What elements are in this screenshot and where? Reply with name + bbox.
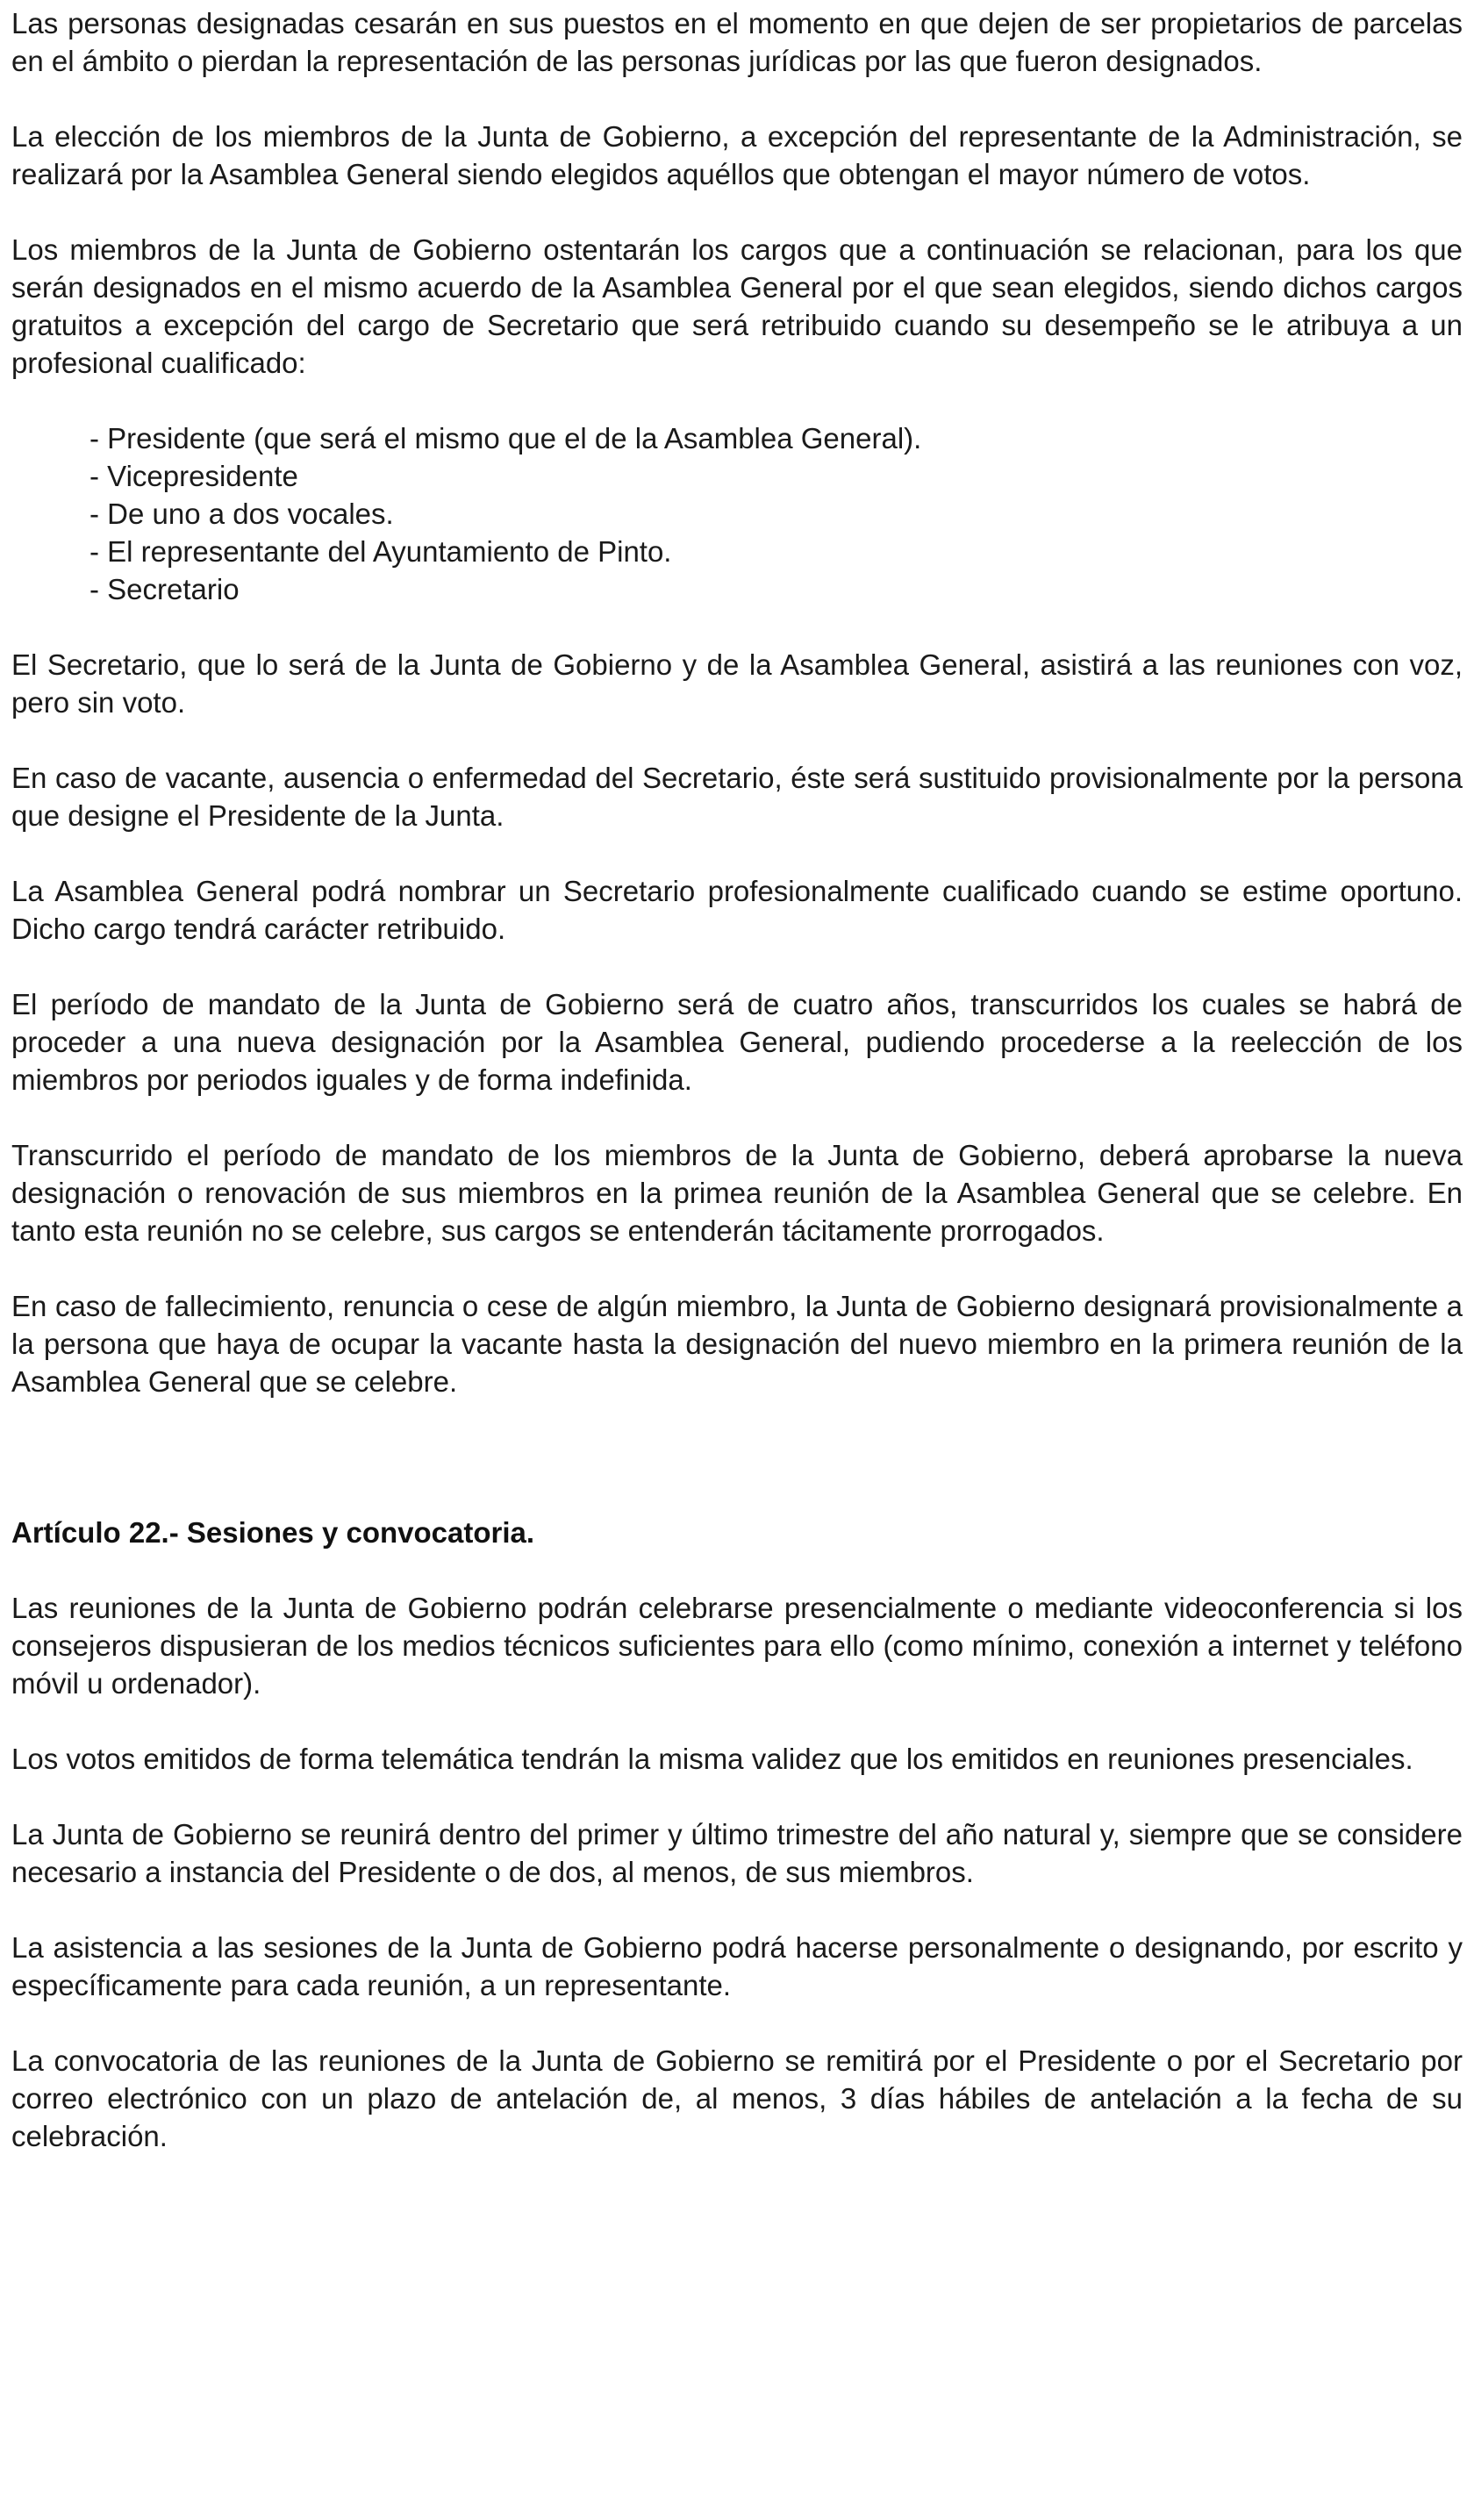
paragraph-periodo-mandato: El período de mandato de la Junta de Gobierno será de cuatro años, transcurridos los cuales se habrá de proceder a una nueva designación por la Asamblea General, pudiendo procederse a la reelección de los miembros por periodos iguales y de forma indefinida.	[11, 988, 1463, 1096]
document-page	[11, 4, 1463, 2193]
paragraph-secretario-funciones: El Secretario, que lo será de la Junta de Gobierno y de la Asamblea General, asistirá a las reuniones con voz, pero sin voto.	[11, 648, 1463, 719]
paragraph-secretario-sustitucion: En caso de vacante, ausencia o enfermedad del Secretario, éste será sustituido provisionalmente por la persona que designe el Presidente de la Junta.	[11, 762, 1463, 832]
paragraph-asistencia: La asistencia a las sesiones de la Junta de Gobierno podrá hacerse personalmente o designando, por escrito y específicamente para cada reunión, a un representante.	[11, 1931, 1463, 2001]
list-item: - Vicepresidente	[89, 460, 298, 492]
paragraph-eleccion-miembros: La elección de los miembros de la Junta de Gobierno, a excepción del representante de la Administración, se realizará por la Asamblea General siendo elegidos aquéllos que obtengan el mayor número de votos.	[11, 120, 1463, 190]
list-item: - Presidente (que será el mismo que el de la Asamblea General).	[89, 422, 922, 455]
list-item: - Secretario	[89, 573, 240, 605]
paragraph-renovacion: Transcurrido el período de mandato de los miembros de la Junta de Gobierno, deberá aprobarse la nueva designación o renovación de sus miembros en la primea reunión de la Asamblea General que se celebre. En tanto esta reunión no se celebre, sus cargos se entenderán tácitamente prorrogados.	[11, 1139, 1463, 1247]
list-item: - El representante del Ayuntamiento de Pinto.	[89, 535, 672, 568]
list-item: - De uno a dos vocales.	[89, 498, 394, 530]
paragraph-convocatoria: La convocatoria de las reuniones de la Junta de Gobierno se remitirá por el Presidente o por el Secretario por correo electrónico con un plazo de antelación de, al menos, 3 días hábiles de antelación a la fecha de su celebración.	[11, 2044, 1463, 2152]
paragraph-secretario-profesional: La Asamblea General podrá nombrar un Secretario profesionalmente cualificado cuando se estime oportuno. Dicho cargo tendrá carácter retribuido.	[11, 875, 1463, 945]
paragraph-cargos-intro: Los miembros de la Junta de Gobierno ostentarán los cargos que a continuación se relacionan, para los que serán designados en el mismo acuerdo de la Asamblea General por el que sean elegidos, siendo dichos cargos gratuitos a excepción del cargo de Secretario que será retribuido cuando su desempeño se le atribuya a un profesional cualificado:	[11, 233, 1463, 379]
paragraph-votos-telematicos: Los votos emitidos de forma telemática tendrán la misma validez que los emitidos en reuniones presenciales.	[11, 1743, 1413, 1775]
paragraph-reuniones-modalidad: Las reuniones de la Junta de Gobierno podrán celebrarse presencialmente o mediante videoconferencia si los consejeros dispusieran de los medios técnicos suficientes para ello (como mínimo, conexión a internet y teléfono móvil u ordenador).	[11, 1592, 1463, 1700]
section-spacer	[11, 1438, 1463, 1514]
paragraph-cese-designados: Las personas designadas cesarán en sus puestos en el momento en que dejen de ser propietarios de parcelas en el ámbito o pierdan la representación de las personas jurídicas por las que fueron designados.	[11, 7, 1463, 77]
paragraph-vacantes: En caso de fallecimiento, renuncia o cese de algún miembro, la Junta de Gobierno designará provisionalmente a la persona que haya de ocupar la vacante hasta la designación del nuevo miembro en la primera reunión de la Asamblea General que se celebre.	[11, 1290, 1463, 1398]
paragraph-periodicidad: La Junta de Gobierno se reunirá dentro del primer y último trimestre del año natural y, siempre que se considere necesario a instancia del Presidente o de dos, al menos, de sus miembros.	[11, 1818, 1463, 1888]
cargos-list	[11, 419, 1463, 608]
article-22-heading: Artículo 22.- Sesiones y convocatoria.	[11, 1516, 535, 1549]
